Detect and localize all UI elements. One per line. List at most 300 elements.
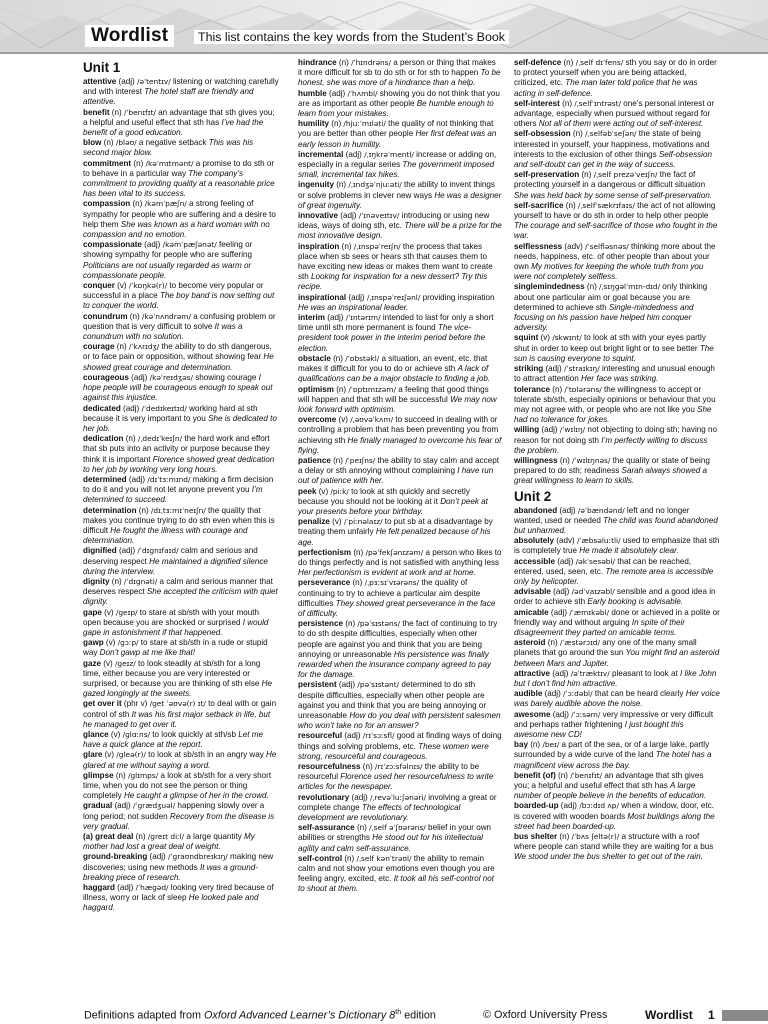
example-sentence: These women were strong, resourceful and courageous. [298,741,489,761]
example-sentence: He maintained a dignified silence during the interview. [83,556,268,576]
definition: the ability to invent things or solve problems in clever new ways [298,180,495,200]
example-sentence: Her face was striking. [581,374,659,384]
pronunciation: /ˈpeɪʃns/ [345,455,376,465]
part-of-speech: (n) [342,853,357,863]
pronunciation: /kəmˈpæʃn/ [144,199,187,209]
definition: to stare at sb/sth with your mouth open because you are shocked or surprised [83,607,259,627]
example-sentence: To be honest, she was more of a hindrance than a help. [298,68,501,88]
example-sentence: Self-obsession and self-doubt can get in the way of success. [514,149,712,170]
definition: good at finding ways of doing things and solving problems, etc. [298,731,502,751]
pronunciation: /ˈæmɪkəbl/ [569,607,610,617]
part-of-speech: (adj) [346,292,367,302]
wordlist-entry [298,242,502,293]
definition: not objecting to doing sth; having no reason for not doing sth [514,425,718,445]
headword: get over it [83,699,122,709]
pronunciation: /ɡɔːp/ [117,638,139,648]
part-of-speech: (n) [329,119,344,129]
definition: the act of not allowing yourself to have or do sth in order to help other people [514,200,716,221]
headword: dedication [83,434,124,444]
part-of-speech: (n) [113,770,128,780]
part-of-speech: (n) [579,170,594,180]
pronunciation: /bləʊ/ [115,138,137,148]
part-of-speech: (phr v) [121,699,150,709]
headword: resourcefulness [298,762,361,772]
headword: benefit [83,107,110,117]
pronunciation: /ɡeɪp/ [115,607,138,617]
wordlist-entry [514,58,720,99]
part-of-speech: (n) [584,282,600,292]
wordlist-entry [83,506,279,547]
headword: self-interest [514,98,560,108]
headword: inspirational [298,292,347,302]
definition: a large quantity [184,832,245,842]
example-sentence: She was known as a hard woman with no compassion and no emotion. [83,219,270,240]
page-footer [0,1005,768,1024]
headword: gape [83,607,102,617]
part-of-speech: (n) [360,762,375,772]
definition: to stare at sb/sth in a rude or stupid way [83,638,268,658]
wordlist-entry [298,578,502,619]
definition: an advantage that sth gives you; a helpful and useful effect that sth has [83,107,275,127]
headword: blow [83,138,102,148]
part-of-speech: (adj) [116,77,137,86]
headword: conquer [83,281,115,291]
pronunciation: /ˈbenɪfɪt/ [123,107,156,117]
column-1 [83,58,279,998]
wordlist-entry [83,577,279,608]
pronunciation: /əkˈsesəbl/ [575,556,616,566]
wordlist-entry [514,608,720,639]
example-sentence: I’ve had the benefit of a good education. [83,117,264,138]
headword: willing [514,425,540,435]
headword: compassionate [83,240,142,250]
headword: tolerance [514,384,550,394]
definition: to look steadily at sb/sth for a long time, either because you are very interested or surprised, or because you are thinking of sth else [83,658,262,688]
wordlist-entry [514,801,720,832]
example-sentence: I hope people will be courageous enough to speak out against this injustice. [83,372,273,403]
pronunciation: /ˌpɜːsɪˈvɪərəns/ [364,578,420,588]
pronunciation: /ˌɪnspəˈreɪʃənl/ [366,292,421,302]
example-sentence: Sarah always showed a great willingness to learn to skills. [514,466,708,486]
wordlist-entry [298,823,502,854]
headword: attentive [83,77,117,86]
pronunciation: /rɪˈsɔːsfl/ [362,731,395,741]
wordlist-entry [83,546,279,577]
wordlist-entry [514,129,720,170]
example-sentence: She is dedicated to her job. [83,413,277,433]
part-of-speech: (adj) [114,883,136,893]
wordlist-entry [83,750,279,770]
definition: introducing or using new ideas, ways of doing sth, etc. [298,211,490,231]
definition: an advantage that sth gives you; a helpful and useful effect that sth has [514,770,704,791]
pronunciation: /ˈɔːsəm/ [571,709,601,719]
definition: to deal with or gain control of sth [83,699,277,719]
footer-label: Wordlist [645,1008,693,1022]
definition: to become very popular or successful in a place [83,281,264,301]
headword: resourceful [298,731,343,741]
pronunciation: /ˈæbsəluːtli/ [576,536,621,546]
pronunciation: /ˌrevəˈluːʃənəri/ [369,792,426,802]
pronunciation: /ˈɡraʊndbreɪkɪŋ/ [168,852,228,862]
definition: left and no longer wanted, used or needed [514,505,690,525]
headword: gradual [83,801,113,811]
wordlist-entry [83,77,279,108]
definition: done or achieved in a polite or friendly way and without arguing [514,607,720,627]
part-of-speech: (n) [336,58,352,67]
wordlist-entry [298,180,502,211]
definition: belief in your own abilities or strengths [298,823,492,843]
headword: attractive [514,668,550,678]
part-of-speech: (adj) [550,668,571,678]
part-of-speech: (adj) [126,474,148,484]
wordlist-entry [298,762,502,793]
headword: gawp [83,638,104,648]
pronunciation: /ˈɡrædʒuəl/ [132,801,176,811]
example-sentence: He felt penalized because of his age. [298,527,491,547]
definition: feeling or showing sympathy for people who are suffering [83,240,253,260]
part-of-speech: (adj) [343,149,365,159]
wordlist-entry [298,793,502,824]
part-of-speech: (adj) [543,364,564,374]
pronunciation: /kəˈmɪtmənt/ [145,158,194,168]
wordlist-entry [514,740,720,771]
pronunciation: /ˈbʌs ʃeltə(r)/ [571,832,620,842]
pronunciation: /ˌselfˈsækrɪfaɪs/ [577,200,635,210]
pronunciation: /ˈɪnəveɪtɪv/ [358,211,400,221]
example-sentence: The hotel has a magnificent view across the bay. [514,750,712,770]
pronunciation: /ɡreɪt diːl/ [147,832,185,842]
unit-heading: Unit 2 [514,488,552,504]
part-of-speech: (adj) [128,372,150,382]
part-of-speech: (n) [351,547,366,557]
pronunciation: /ˌselfˈɪntrəst/ [574,98,622,108]
page-number: 1 [708,1008,715,1022]
definition: to succeed in dealing with or controlling a problem that has been preventing you from achieving sth [298,415,499,445]
pronunciation: /dɪˈtɜːmɪnd/ [147,474,191,484]
headword: dignified [83,546,117,556]
source-book-title: Oxford Advanced Learner’s Dictionary 8 [204,1009,396,1022]
wordlist-entry [83,638,279,658]
wordlist-entry [298,854,502,895]
pronunciation: /ˌɪŋkrəˈmentl/ [364,149,414,159]
example-sentence: His persistence was finally rewarded when the insurance company agreed to pay for the damage. [298,649,492,680]
page-title: Wordlist [85,25,174,47]
pronunciation: /pəˈsɪstəns/ [357,619,401,629]
definition: a strong feeling of sympathy for people who are suffering and a desire to help them [83,199,276,229]
headword: awesome [514,709,551,719]
headword: self-control [298,853,343,863]
part-of-speech: (n) [131,158,146,168]
definition: showing you do not think that you are as important as other people [298,88,500,108]
headword: haggard [83,883,115,893]
wordlist-entry [298,456,502,487]
headword: gaze [83,658,101,668]
definition: a promise to do sth or to behave in a particular way [83,158,275,178]
definition: to look quickly at sth/sb [150,730,239,739]
part-of-speech: (v) [316,486,331,496]
definition: a part of the sea, or of a large lake, partly surrounded by a wide curve of the land [514,740,710,760]
headword: bus shelter [514,832,558,842]
definition: a person who likes to do things perfectly and is not satisfied with anything less [298,547,502,567]
example-sentence: He made it absolutely clear. [579,546,679,556]
headword: perseverance [298,578,351,588]
pronunciation: /ˈselfləsnəs/ [585,241,629,251]
pronunciation: /ˈhæɡəd/ [135,883,169,893]
part-of-speech: (adj) [112,801,133,811]
pronunciation: /ɡlɪmps/ [127,770,159,780]
wordlist-entry [83,240,279,281]
definition: the fact of protecting yourself in a dangerous or difficult situation [514,170,706,190]
pronunciation: /ˈwɪlɪŋ/ [559,425,586,435]
part-of-speech: (n) [354,823,370,833]
example-sentence: I’m perfectly willing to discuss the problem. [514,435,708,455]
pronunciation: /ˈtɒlərəns/ [564,384,602,394]
headword: compassion [83,199,131,209]
headword: inspiration [298,241,340,251]
definition: happening slowly over a long period; not sudden [83,801,265,821]
example-sentence: He finally managed to overcome his fear of flying. [298,435,502,455]
part-of-speech: (v) [538,333,553,343]
part-of-speech: (n) [559,98,575,108]
part-of-speech: (n) [130,199,145,209]
example-sentence: Most buildings along the street had been boarded-up. [514,811,715,831]
definition: a calm and serious manner that deserves respect [83,576,273,597]
pronunciation: /ˈdedɪkeɪtɪd/ [141,403,187,413]
part-of-speech: (adj) [325,313,346,323]
part-of-speech: (adj) [326,88,348,98]
definition: calm and serious and deserving respect [83,546,258,566]
example-sentence: He looked pale and haggard. [83,893,259,913]
definition: the quality that makes you continue trying to do sth even when this is difficult [83,505,275,535]
definition: the quality of not thinking that you are better than other people [298,119,494,139]
wordlist-entry [83,801,279,832]
definition: making new discoveries; using new methods [83,852,274,872]
headword: absolutely [514,536,555,546]
headword: interim [298,313,325,323]
wordlist-entry [298,89,502,120]
pronunciation: /ˌself dɪˈfens/ [575,58,624,67]
pronunciation: /ɡleə(r)/ [116,750,146,760]
definition: intended to last for only a short time until sth more permanent is found [298,313,494,333]
wordlist-entry [514,333,720,364]
headword: hindrance [298,58,337,67]
pronunciation: /hjuːˈmɪləti/ [343,119,386,129]
wordlist-entry [514,689,720,709]
part-of-speech: (n) [109,576,124,586]
wordlist-entry [298,58,502,89]
example-sentence: Don’t peek at your presents before your birthday. [298,496,488,516]
part-of-speech: (adv) [562,241,586,251]
definition: a feeling that good things will happen and that sth will be successful [298,384,489,404]
part-of-speech: (n) [561,58,576,67]
pronunciation: /əˈbændənd/ [577,505,625,515]
part-of-speech: (adj) [554,556,576,566]
example-sentence: How do you deal with persistent salesmen who won’t take no for an answer? [298,711,501,731]
example-sentence: Single-mindedness and focusing on his passion have helped him conquer adversity. [514,302,694,333]
headword: self-assurance [298,823,355,833]
part-of-speech: (n) [339,241,354,251]
pronunciation: /bɔːdɪd ʌp/ [579,801,619,811]
example-sentence: He was a designer of great ingenuity. [298,190,502,210]
example-sentence: He gazed longingly at the sweets. [83,678,272,699]
example-sentence: It took all his self-control not to shout at them. [298,874,495,894]
example-sentence: The effects of technological development are revolutionary. [298,802,461,823]
definition: to put sb at a disadvantage by treating them unfairly [298,517,493,537]
wordlist-entry [514,170,720,201]
example-sentence: The hotel staff are friendly and attentive. [83,87,254,107]
part-of-speech: (n) [127,311,142,321]
wordlist-entry [298,548,502,579]
wordlist-entry [83,608,279,639]
definition: the state of being interested in yourself, your happiness, motivations and interests to the exclusion of other things [514,129,710,159]
definition: only thinking about one particular aim or goal because you are determined to achieve sth [514,282,708,312]
pronunciation: /ədˈvaɪzəbl/ [571,587,615,597]
pronunciation: /kəmˈpæʃənət/ [162,240,217,250]
pronunciation: /ˈkɒŋkə(r)/ [128,281,168,291]
wordlist-entry [514,282,720,333]
pronunciation: /ˈhɪndrəns/ [351,58,392,67]
wordlist-entry [83,730,279,750]
part-of-speech: (v) [102,750,117,760]
headword: courageous [83,372,129,382]
headword: ingenuity [298,180,334,190]
example-sentence: He glared at me without saying a word. [83,750,277,770]
headword: determined [83,474,127,484]
definition: a situation, an event, etc. that makes it difficult for you to do or achieve sth [298,353,488,374]
pronunciation: /ˈkʌrɪdʒ/ [128,342,160,352]
example-sentence: The man later told police that he was acting in self-defence. [514,78,698,98]
example-sentence: The remote area is accessible only by helicopter. [514,566,714,586]
wordlist-entry [298,119,502,150]
pronunciation: /ɡet ˈəʊvə(r) ɪt/ [149,699,206,709]
wordlist-entry [83,312,279,343]
part-of-speech: (v) [114,281,129,291]
headword: peek [298,486,317,496]
pronunciation: /ˈæstərɔɪd/ [559,638,600,648]
definition: sth you say or do in order to protect yourself when you are being attacked, criticized, etc. [514,58,717,88]
wordlist-entry [83,281,279,312]
pronunciation: /ˌself prezəˈveɪʃn/ [593,170,658,180]
headword: patience [298,455,331,465]
part-of-speech: (n) [136,505,151,515]
headword: abandoned [514,505,558,515]
example-sentence: My mother had lost a great deal of weight. [83,832,255,852]
definition: the ability to do sth dangerous, or to face pain or opposition, without showing fear [83,342,272,362]
part-of-speech: (adj) [342,731,363,741]
headword: self-sacrifice [514,200,564,210]
wordlist-entry [514,201,720,242]
definition: making a firm decision to do it and you will not let anyone prevent you [83,474,274,495]
wordlist-entry [514,385,720,426]
headword: boarded-up [514,801,559,811]
pronunciation: /ˈɒptɪmɪzəm/ [348,384,396,394]
headword: (a) great deal [83,832,134,842]
example-sentence: Not all of them were acting out of self-interest. [538,119,704,129]
pronunciation: /ˌself kənˈtrəʊl/ [356,853,412,863]
example-sentence: This was his second major blow. [83,138,254,158]
part-of-speech: (n) [109,107,124,117]
headword: selflessness [514,241,563,251]
part-of-speech: (adj) [539,425,560,435]
footer-bar [722,1010,768,1021]
part-of-speech: (n) [114,342,129,352]
example-sentence: My motives for keeping the whole truth from you were not completely selfless. [514,262,704,282]
headword: glimpse [83,770,114,780]
example-sentence: Early booking is advisable. [587,597,684,607]
headword: humility [298,119,330,129]
example-sentence: It was a conundrum with no solution. [83,321,243,342]
definition: a structure with a roof where people can stand while they are waiting for a bus [514,832,714,852]
pronunciation: /ˈbenɪfɪt/ [570,770,603,780]
definition: that can be heard clearly [592,689,686,699]
footer-publisher: © Oxford University Press [483,1009,608,1021]
wordlist-entry [298,313,502,354]
definition: involving a great or complete change [298,792,497,812]
pronunciation: /ˈpiːnəlaɪz/ [343,517,383,527]
part-of-speech: (n) [545,638,560,648]
headword: obstacle [298,353,331,363]
example-sentence: The sun is causing everyone to squint. [514,343,714,363]
part-of-speech: (n) [333,180,349,190]
wordlist-entry [514,638,720,669]
definition: interesting and unusual enough to attract attention [514,364,715,384]
example-sentence: Don’t gawp at me like that! [99,648,196,658]
headword: accessible [514,556,555,566]
definition: showing courage [192,372,259,382]
definition: thinking more about the needs, happiness, etc. of other people than about your own [514,241,716,272]
example-sentence: It was his first major setback in life, but he managed to get over it. [83,709,271,729]
pronunciation: /ˈwɪlɪŋnəs/ [572,455,611,465]
example-sentence: Be humble enough to learn from your mistakes. [298,98,494,119]
wordlist-entry [514,832,720,863]
headword: singlemindedness [514,282,585,292]
wordlist-entry [298,211,502,242]
definition: working hard at sth because it is very important to you [83,403,258,423]
wordlist-entry [514,506,720,537]
example-sentence: A lack of qualifications can be a major obstacle to finding a job. [298,364,491,384]
wordlist-entry [298,293,502,313]
headword: benefit (of) [514,770,556,780]
headword: persistent [298,680,337,690]
example-sentence: A large number of people believe in the benefits of education. [514,781,707,801]
part-of-speech: (n) [101,138,116,148]
wordlist-entry [83,832,279,852]
definition: one’s personal interest or advantage, especially when pursued without regard for others [514,98,715,129]
definition: the ability to be resourceful [298,762,480,782]
part-of-speech: (v) [108,730,123,739]
headword: self-defence [514,58,562,67]
example-sentence: In spite of their disagreement they parted on amicable terms. [514,617,685,637]
definition: determined to do sth despite difficulties, especially when other people are against you and think that you are being annoying or unreasonable [298,680,487,720]
part-of-speech: (adj) [542,689,564,699]
definition: to look at sth quickly and secretly because you should not be looking at it [298,486,470,506]
pronunciation: /ˌɪndʒəˈnjuːəti/ [348,180,402,190]
pronunciation: /əˈtræktɪv/ [570,668,610,678]
wordlist-entry [514,557,720,588]
part-of-speech: (adj) [550,709,572,719]
definition: the process that takes place when sb sees or hears sth that causes them to have exciting new ideas or makes them want to create sth [298,241,493,282]
wordlist-entry [298,385,502,416]
column-3 [514,58,720,998]
wordlist-entry [83,138,279,158]
part-of-speech: (v) [101,658,115,668]
part-of-speech: (adj) [338,211,359,221]
part-of-speech: (n) [557,455,573,465]
headword: advisable [514,587,551,597]
example-sentence: I have run out of patience with her. [298,466,494,486]
part-of-speech: (n) [343,619,358,629]
example-sentence: He stood out for his intellectual agility and calm self-assurance. [298,833,483,853]
